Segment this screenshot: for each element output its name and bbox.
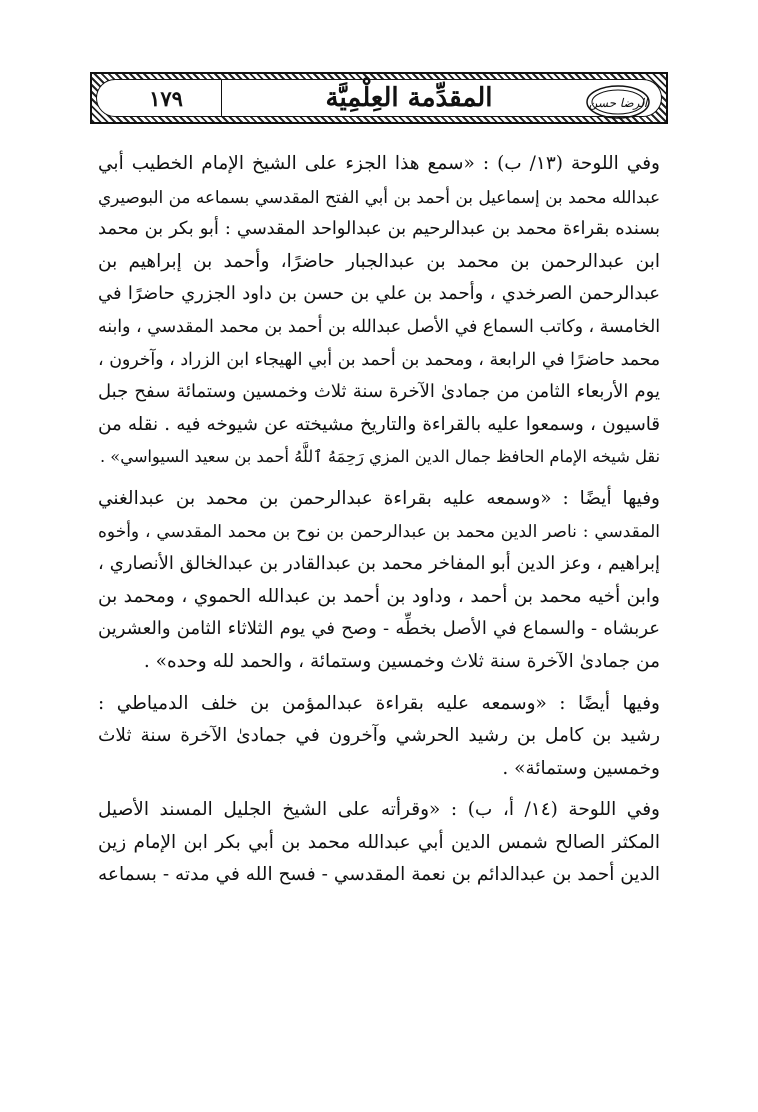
text-line: قاسيون ، وسمعوا عليه بالقراءة والتاريخ مشيخته عن شيوخه فيه . نقله من (98, 413, 660, 435)
paragraph-4 (98, 794, 660, 892)
text-line: وابن أخيه محمد بن أحمد ، وداود بن أحمد بن عبدالله الحموي ، ومحمد بن (98, 585, 660, 607)
text-line: إبراهيم ، وعز الدين أبو المفاخر محمد بن عبدالقادر بن عبدالخالق الأنصاري ، (98, 553, 660, 575)
page-header (90, 72, 668, 124)
text-line: وخمسين وستمائة» . (502, 757, 660, 779)
text-line: وفي اللوحة (١٤/ أ، ب) : «وقرأته على الشيخ الجليل المسند الأصيل (98, 799, 660, 821)
text-line: من جمادىٰ الآخرة سنة ثلاث وخمسين وستمائة ، والحمد لله وحده» . (143, 650, 660, 672)
text-line: محمد حاضرًا في الرابعة ، ومحمد بن أحمد بن أبي الهيجاء ابن الزراد ، وآخرون ، (98, 349, 660, 370)
text-line: المكثر الصالح شمس الدين أبي عبدالله محمد بن أبي بكر ابن الإمام زين (98, 831, 660, 853)
text-line: الدين أحمد بن عبدالدائم بن نعمة المقدسي - فسح الله في مدته - بسماعه (98, 864, 660, 886)
text-line: بسنده بقراءة محمد بن عبدالرحيم بن عبدالواحد المقدسي : أبو بكر بن محمد (98, 219, 660, 240)
text-line: عربشاه - والسماع في الأصل بخطِّه - وصح في يوم الثلاثاء الثامن والعشرين (98, 618, 660, 640)
emblem-text: الرضا حسن (588, 96, 648, 110)
text-line: عبدالله محمد بن إسماعيل بن أحمد بن أبي الفتح المقدسي بسماعه من البوصيري (98, 186, 660, 207)
paragraph-3 (98, 688, 660, 786)
text-line: وفيها أيضًا : «وسمعه عليه بقراءة عبدالمؤمن بن خلف الدمياطي : (98, 692, 660, 714)
text-line: المقدسي : ناصر الدين محمد بن عبدالرحمن بن نوح بن محمد المقدسي ، وأخوه (98, 521, 660, 542)
text-line: عبدالرحمن الصرخدي ، وأحمد بن علي بن حسن بن داود الجزري حاضرًا في (98, 283, 660, 305)
text-line: يوم الأربعاء الثامن من جمادىٰ الآخرة سنة ثلاث وخمسين وستمائة سفح جبل (98, 381, 660, 403)
text-line: الخامسة ، وكاتب السماع في الأصل عبدالله بن أحمد بن محمد المقدسي ، وابنه (98, 316, 660, 337)
text-line: نقل شيخه الإمام الحافظ جمال الدين المزي رَحِمَهُ ٱللَّهُ أحمد بن سعيد السيواسي» . (99, 447, 660, 467)
text-line: ابن عبدالرحمن بن محمد بن عبدالجبار حاضرًا، وأحمد بن إبراهيم بن (98, 250, 660, 272)
paragraph-1 (98, 148, 660, 474)
text-line: وفيها أيضًا : «وسمعه عليه بقراءة عبدالرحمن بن محمد بن عبدالغني (98, 487, 660, 509)
page-number: ١٧٩ (111, 80, 222, 116)
page-title: المقدِّمة العِلْمِيَّة (325, 83, 493, 113)
header-frame (96, 79, 662, 117)
main-text (98, 148, 660, 892)
emblem-icon (585, 84, 651, 120)
text-line: وفي اللوحة (١٣/ ب) : «سمع هذا الجزء على الشيخ الإمام الخطيب أبي (98, 153, 660, 174)
paragraph-2 (98, 483, 660, 679)
text-line: رشيد بن كامل بن رشيد الحرشي وآخرون في جمادىٰ الآخرة سنة ثلاث (98, 725, 660, 747)
